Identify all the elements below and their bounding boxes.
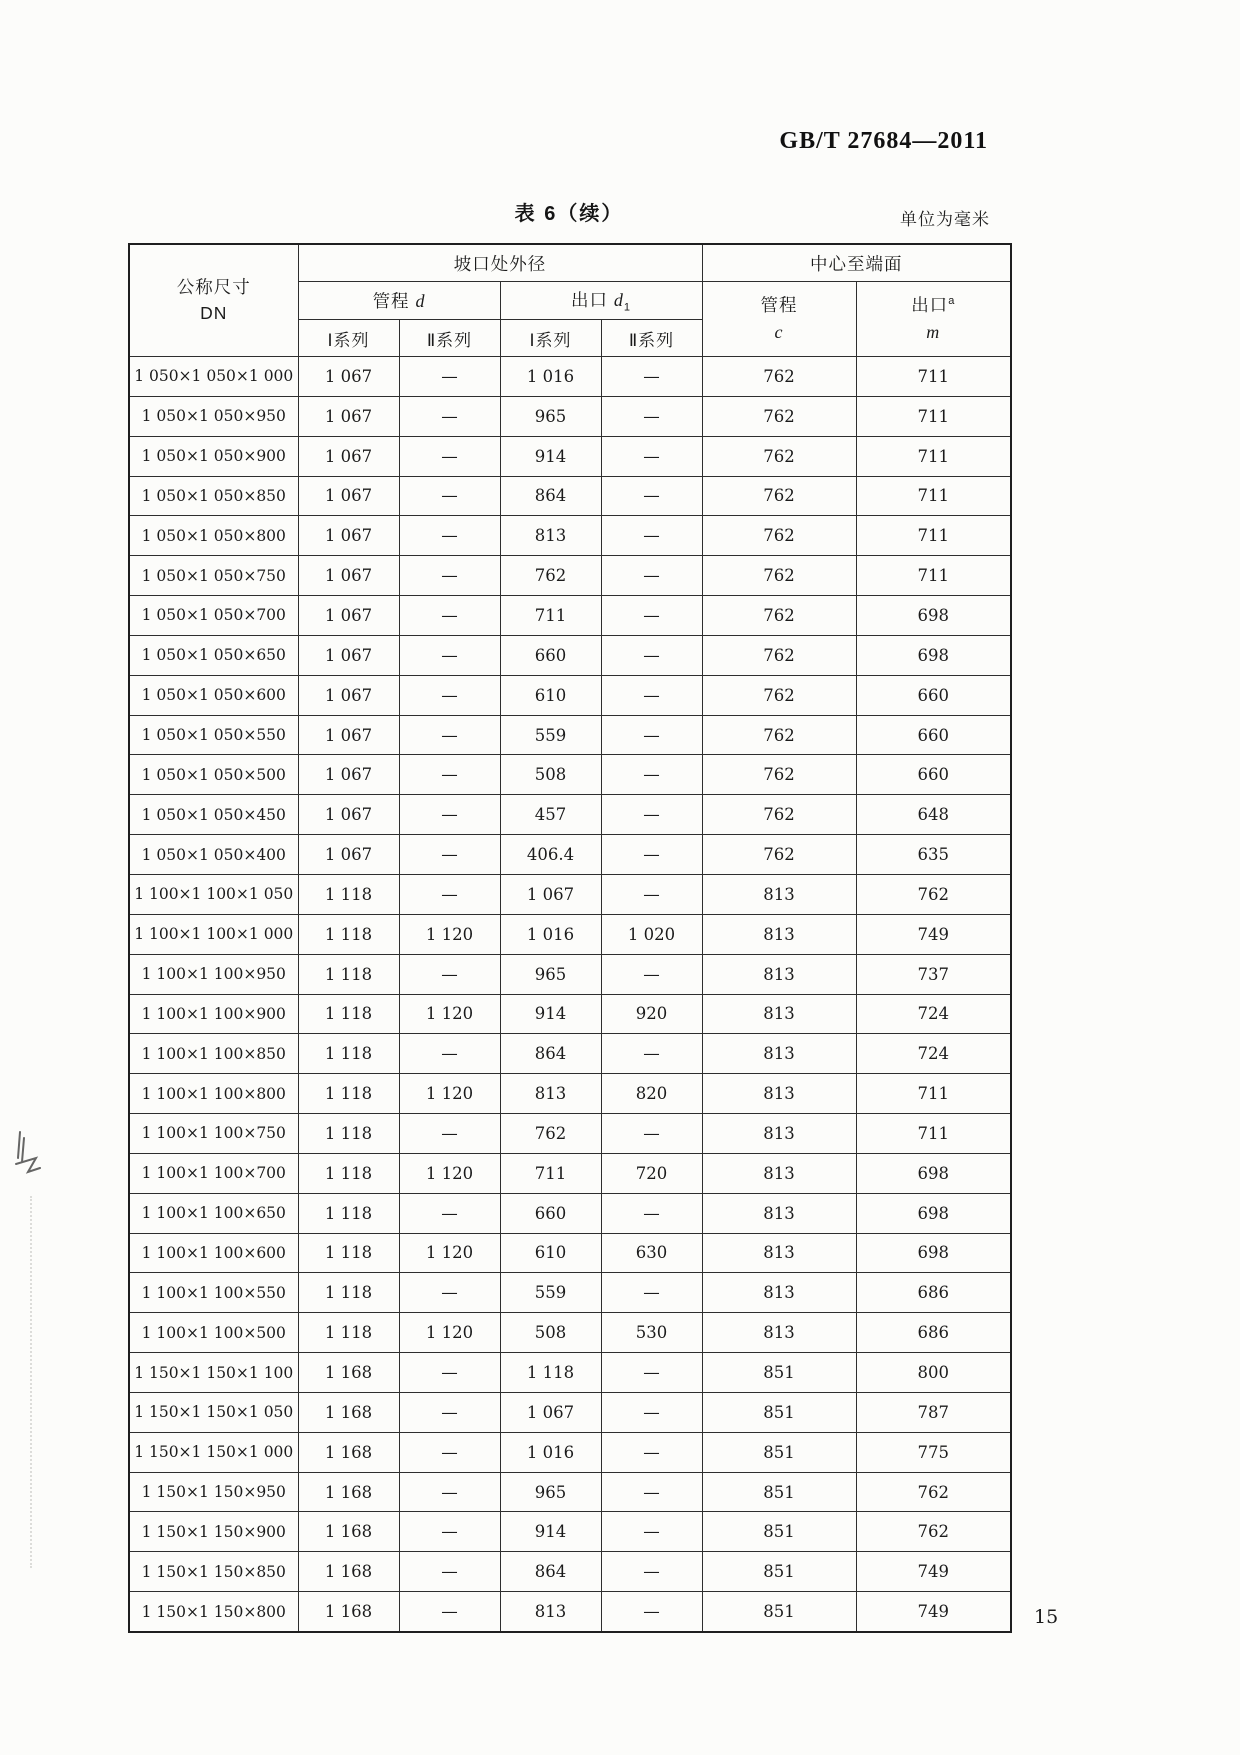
cell-tube-d-series2: — xyxy=(399,795,500,835)
cell-center-tube-c: 762 xyxy=(702,715,856,755)
cell-dn: 1 050×1 050×550 xyxy=(129,715,298,755)
cell-center-tube-c: 762 xyxy=(702,596,856,636)
cell-tube-d-series2: — xyxy=(399,1392,500,1432)
cell-center-outlet-m: 737 xyxy=(856,954,1011,994)
cell-tube-d-series1: 1 168 xyxy=(298,1392,399,1432)
cell-outlet-d1-series1: 864 xyxy=(500,476,601,516)
cell-outlet-d1-series1: 864 xyxy=(500,1552,601,1592)
table-row xyxy=(129,994,1011,1034)
cell-tube-d-series1: 1 067 xyxy=(298,516,399,556)
cell-outlet-d1-series2: 920 xyxy=(601,994,702,1034)
cell-tube-d-series1: 1 118 xyxy=(298,954,399,994)
cell-outlet-d1-series2: — xyxy=(601,954,702,994)
cell-tube-d-series1: 1 067 xyxy=(298,635,399,675)
cell-center-tube-c: 813 xyxy=(702,1074,856,1114)
cell-center-outlet-m: 711 xyxy=(856,1074,1011,1114)
table-row xyxy=(129,954,1011,994)
header-tube-d-series1: Ⅰ系列 xyxy=(298,320,399,357)
cell-outlet-d1-series1: 762 xyxy=(500,556,601,596)
table-row xyxy=(129,1512,1011,1552)
tube-label: 管程 xyxy=(372,291,410,311)
cell-center-outlet-m: 711 xyxy=(856,1114,1011,1154)
cell-dn: 1 100×1 100×750 xyxy=(129,1114,298,1154)
cell-outlet-d1-series2: — xyxy=(601,396,702,436)
cell-center-tube-c: 762 xyxy=(702,755,856,795)
cell-dn: 1 050×1 050×600 xyxy=(129,675,298,715)
cell-center-tube-c: 762 xyxy=(702,795,856,835)
cell-dn: 1 150×1 150×1 050 xyxy=(129,1392,298,1432)
center-outlet-m-variable: m xyxy=(926,321,941,342)
header-center-tube-c xyxy=(702,282,856,357)
cell-outlet-d1-series1: 1 016 xyxy=(500,1432,601,1472)
cell-center-tube-c: 762 xyxy=(702,476,856,516)
cell-outlet-d1-series1: 813 xyxy=(500,1074,601,1114)
cell-outlet-d1-series2: — xyxy=(601,436,702,476)
cell-center-tube-c: 813 xyxy=(702,1273,856,1313)
tube-d-variable: d xyxy=(415,291,426,311)
cell-tube-d-series2: — xyxy=(399,1592,500,1632)
table-row xyxy=(129,1432,1011,1472)
cell-center-outlet-m: 698 xyxy=(856,1233,1011,1273)
cell-dn: 1 050×1 050×800 xyxy=(129,516,298,556)
table-row xyxy=(129,1193,1011,1233)
cell-center-outlet-m: 749 xyxy=(856,1552,1011,1592)
cell-tube-d-series1: 1 118 xyxy=(298,1273,399,1313)
table-row xyxy=(129,1353,1011,1393)
page-number: 15 xyxy=(1034,1606,1059,1628)
cell-outlet-d1-series1: 610 xyxy=(500,1233,601,1273)
cell-tube-d-series2: — xyxy=(399,1273,500,1313)
table-row xyxy=(129,516,1011,556)
cell-dn: 1 050×1 050×700 xyxy=(129,596,298,636)
cell-center-tube-c: 813 xyxy=(702,1034,856,1074)
cell-dn: 1 100×1 100×1 000 xyxy=(129,914,298,954)
cell-dn: 1 100×1 100×650 xyxy=(129,1193,298,1233)
cell-tube-d-series2: 1 120 xyxy=(399,1313,500,1353)
table-row xyxy=(129,596,1011,636)
cell-outlet-d1-series1: 711 xyxy=(500,596,601,636)
cell-tube-d-series1: 1 067 xyxy=(298,755,399,795)
table-caption: 表 6（续） xyxy=(514,203,624,225)
cell-center-outlet-m: 698 xyxy=(856,1153,1011,1193)
header-tube-d-series2: Ⅱ系列 xyxy=(399,320,500,357)
cell-center-outlet-m: 711 xyxy=(856,556,1011,596)
cell-dn: 1 100×1 100×800 xyxy=(129,1074,298,1114)
cell-tube-d-series1: 1 168 xyxy=(298,1592,399,1632)
cell-outlet-d1-series2: — xyxy=(601,357,702,397)
cell-tube-d-series2: — xyxy=(399,954,500,994)
table-row xyxy=(129,795,1011,835)
cell-tube-d-series1: 1 118 xyxy=(298,874,399,914)
cell-tube-d-series1: 1 118 xyxy=(298,1114,399,1154)
cell-tube-d-series1: 1 067 xyxy=(298,596,399,636)
table-row xyxy=(129,396,1011,436)
cell-outlet-d1-series1: 813 xyxy=(500,1592,601,1632)
cell-center-tube-c: 762 xyxy=(702,675,856,715)
cell-outlet-d1-series1: 559 xyxy=(500,715,601,755)
cell-tube-d-series2: — xyxy=(399,835,500,875)
cell-outlet-d1-series2: — xyxy=(601,556,702,596)
cell-outlet-d1-series2: 820 xyxy=(601,1074,702,1114)
cell-dn: 1 150×1 150×950 xyxy=(129,1472,298,1512)
table-row xyxy=(129,1313,1011,1353)
cell-outlet-d1-series2: — xyxy=(601,635,702,675)
cell-outlet-d1-series1: 610 xyxy=(500,675,601,715)
cell-dn: 1 150×1 150×1 000 xyxy=(129,1432,298,1472)
cell-dn: 1 050×1 050×1 000 xyxy=(129,357,298,397)
cell-dn: 1 050×1 050×650 xyxy=(129,635,298,675)
table-row xyxy=(129,1392,1011,1432)
cell-center-outlet-m: 711 xyxy=(856,396,1011,436)
cell-center-outlet-m: 698 xyxy=(856,1193,1011,1233)
cell-tube-d-series1: 1 168 xyxy=(298,1472,399,1512)
table-row xyxy=(129,1273,1011,1313)
cell-tube-d-series2: — xyxy=(399,635,500,675)
cell-center-tube-c: 813 xyxy=(702,994,856,1034)
cell-dn: 1 150×1 150×800 xyxy=(129,1592,298,1632)
cell-tube-d-series2: — xyxy=(399,874,500,914)
cell-dn: 1 050×1 050×750 xyxy=(129,556,298,596)
table-row xyxy=(129,1552,1011,1592)
cell-dn: 1 150×1 150×900 xyxy=(129,1512,298,1552)
cell-tube-d-series1: 1 168 xyxy=(298,1432,399,1472)
cell-dn: 1 050×1 050×450 xyxy=(129,795,298,835)
cell-outlet-d1-series1: 711 xyxy=(500,1153,601,1193)
cell-tube-d-series2: — xyxy=(399,596,500,636)
cell-outlet-d1-series1: 864 xyxy=(500,1034,601,1074)
cell-center-tube-c: 813 xyxy=(702,1233,856,1273)
cell-outlet-d1-series1: 660 xyxy=(500,1193,601,1233)
cell-dn: 1 050×1 050×500 xyxy=(129,755,298,795)
table-row xyxy=(129,635,1011,675)
cell-tube-d-series2: — xyxy=(399,1432,500,1472)
cell-center-outlet-m: 762 xyxy=(856,874,1011,914)
standard-number: GB/T 27684—2011 xyxy=(779,128,988,154)
cell-tube-d-series2: — xyxy=(399,675,500,715)
cell-tube-d-series2: — xyxy=(399,1472,500,1512)
table-row xyxy=(129,755,1011,795)
cell-outlet-d1-series2: — xyxy=(601,1512,702,1552)
cell-outlet-d1-series1: 965 xyxy=(500,396,601,436)
header-outlet-d1-series1: Ⅰ系列 xyxy=(500,320,601,357)
cell-dn: 1 050×1 050×950 xyxy=(129,396,298,436)
cell-outlet-d1-series1: 762 xyxy=(500,1114,601,1154)
table-row xyxy=(129,436,1011,476)
table-row xyxy=(129,1592,1011,1632)
cell-center-tube-c: 762 xyxy=(702,436,856,476)
table-row xyxy=(129,1233,1011,1273)
cell-tube-d-series1: 1 067 xyxy=(298,556,399,596)
cell-tube-d-series2: — xyxy=(399,1512,500,1552)
cell-tube-d-series2: — xyxy=(399,1353,500,1393)
cell-outlet-d1-series2: — xyxy=(601,795,702,835)
cell-dn: 1 100×1 100×700 xyxy=(129,1153,298,1193)
cell-dn: 1 100×1 100×500 xyxy=(129,1313,298,1353)
cell-tube-d-series1: 1 168 xyxy=(298,1512,399,1552)
cell-outlet-d1-series1: 1 067 xyxy=(500,1392,601,1432)
cell-dn: 1 100×1 100×600 xyxy=(129,1233,298,1273)
cell-center-tube-c: 813 xyxy=(702,914,856,954)
cell-dn: 1 050×1 050×850 xyxy=(129,476,298,516)
cell-tube-d-series2: 1 120 xyxy=(399,914,500,954)
cell-tube-d-series2: — xyxy=(399,1552,500,1592)
cell-outlet-d1-series2: — xyxy=(601,755,702,795)
cell-outlet-d1-series1: 965 xyxy=(500,1472,601,1512)
cell-tube-d-series1: 1 067 xyxy=(298,715,399,755)
cell-center-tube-c: 813 xyxy=(702,1313,856,1353)
cell-tube-d-series1: 1 118 xyxy=(298,994,399,1034)
cell-center-tube-c: 851 xyxy=(702,1432,856,1472)
cell-tube-d-series2: — xyxy=(399,755,500,795)
cell-center-outlet-m: 711 xyxy=(856,516,1011,556)
cell-tube-d-series2: — xyxy=(399,516,500,556)
cell-outlet-d1-series1: 406.4 xyxy=(500,835,601,875)
table-row xyxy=(129,1074,1011,1114)
table-row xyxy=(129,1153,1011,1193)
cell-outlet-d1-series1: 965 xyxy=(500,954,601,994)
outlet-label: 出口 xyxy=(571,290,608,311)
cell-tube-d-series2: 1 120 xyxy=(399,1153,500,1193)
dimension-table xyxy=(128,243,1012,1633)
center-tube-label: 管程 xyxy=(760,295,798,316)
cell-center-tube-c: 762 xyxy=(702,516,856,556)
cell-tube-d-series2: — xyxy=(399,1193,500,1233)
cell-center-tube-c: 813 xyxy=(702,874,856,914)
cell-outlet-d1-series2: — xyxy=(601,1193,702,1233)
cell-dn: 1 100×1 100×1 050 xyxy=(129,874,298,914)
table-row xyxy=(129,1114,1011,1154)
cell-tube-d-series1: 1 118 xyxy=(298,914,399,954)
cell-tube-d-series2: — xyxy=(399,396,500,436)
header-dn-label: DN xyxy=(200,302,228,323)
cell-center-outlet-m: 800 xyxy=(856,1353,1011,1393)
header-nominal-size xyxy=(129,244,298,357)
cell-center-outlet-m: 762 xyxy=(856,1512,1011,1552)
table-row xyxy=(129,1034,1011,1074)
table-row xyxy=(129,556,1011,596)
cell-dn: 1 050×1 050×900 xyxy=(129,436,298,476)
cell-dn: 1 100×1 100×850 xyxy=(129,1034,298,1074)
cell-tube-d-series2: 1 120 xyxy=(399,1074,500,1114)
table-row xyxy=(129,675,1011,715)
cell-outlet-d1-series2: — xyxy=(601,1273,702,1313)
table-row xyxy=(129,914,1011,954)
cell-center-outlet-m: 660 xyxy=(856,715,1011,755)
cell-outlet-d1-series2: — xyxy=(601,1432,702,1472)
table-row xyxy=(129,835,1011,875)
cell-center-outlet-m: 711 xyxy=(856,436,1011,476)
cell-tube-d-series2: — xyxy=(399,357,500,397)
cell-outlet-d1-series1: 914 xyxy=(500,994,601,1034)
cell-center-outlet-m: 711 xyxy=(856,476,1011,516)
cell-center-outlet-m: 749 xyxy=(856,1592,1011,1632)
cell-outlet-d1-series1: 1 016 xyxy=(500,357,601,397)
header-group-bevel-od: 坡口处外径 xyxy=(298,244,702,282)
cell-outlet-d1-series2: — xyxy=(601,1392,702,1432)
cell-outlet-d1-series2: — xyxy=(601,835,702,875)
cell-outlet-d1-series2: 630 xyxy=(601,1233,702,1273)
margin-pen-mark xyxy=(10,1128,44,1186)
cell-outlet-d1-series2: — xyxy=(601,1472,702,1512)
cell-dn: 1 100×1 100×900 xyxy=(129,994,298,1034)
cell-outlet-d1-series2: — xyxy=(601,476,702,516)
cell-dn: 1 050×1 050×400 xyxy=(129,835,298,875)
cell-center-outlet-m: 775 xyxy=(856,1432,1011,1472)
cell-outlet-d1-series1: 457 xyxy=(500,795,601,835)
cell-tube-d-series1: 1 067 xyxy=(298,835,399,875)
table-row xyxy=(129,874,1011,914)
cell-center-tube-c: 851 xyxy=(702,1472,856,1512)
table-row xyxy=(129,476,1011,516)
cell-outlet-d1-series1: 660 xyxy=(500,635,601,675)
cell-center-outlet-m: 686 xyxy=(856,1273,1011,1313)
center-outlet-label: 出口 xyxy=(911,295,949,316)
cell-center-tube-c: 813 xyxy=(702,1114,856,1154)
cell-center-tube-c: 813 xyxy=(702,1153,856,1193)
cell-outlet-d1-series2: — xyxy=(601,1592,702,1632)
cell-center-outlet-m: 749 xyxy=(856,914,1011,954)
cell-outlet-d1-series1: 914 xyxy=(500,1512,601,1552)
cell-tube-d-series1: 1 067 xyxy=(298,436,399,476)
cell-tube-d-series2: — xyxy=(399,476,500,516)
center-tube-c-variable: c xyxy=(774,321,784,342)
cell-center-tube-c: 762 xyxy=(702,396,856,436)
cell-center-outlet-m: 724 xyxy=(856,1034,1011,1074)
header-tube-d xyxy=(298,282,500,320)
header-outlet-d1 xyxy=(500,282,702,320)
cell-tube-d-series1: 1 067 xyxy=(298,476,399,516)
cell-center-outlet-m: 686 xyxy=(856,1313,1011,1353)
table-row xyxy=(129,357,1011,397)
cell-dn: 1 100×1 100×950 xyxy=(129,954,298,994)
table-header xyxy=(129,244,1011,357)
cell-outlet-d1-series1: 559 xyxy=(500,1273,601,1313)
cell-dn: 1 150×1 150×850 xyxy=(129,1552,298,1592)
cell-center-tube-c: 851 xyxy=(702,1512,856,1552)
cell-outlet-d1-series2: — xyxy=(601,675,702,715)
cell-outlet-d1-series2: — xyxy=(601,516,702,556)
cell-tube-d-series2: — xyxy=(399,1034,500,1074)
cell-tube-d-series1: 1 118 xyxy=(298,1153,399,1193)
footnote-marker: a xyxy=(948,295,956,308)
header-group-center-to-face: 中心至端面 xyxy=(702,244,1011,282)
cell-center-outlet-m: 724 xyxy=(856,994,1011,1034)
table-row xyxy=(129,1472,1011,1512)
cell-tube-d-series2: 1 120 xyxy=(399,994,500,1034)
cell-outlet-d1-series1: 508 xyxy=(500,755,601,795)
header-center-outlet-m xyxy=(856,282,1011,357)
cell-dn: 1 150×1 150×1 100 xyxy=(129,1353,298,1393)
cell-center-outlet-m: 635 xyxy=(856,835,1011,875)
cell-center-tube-c: 762 xyxy=(702,357,856,397)
cell-center-tube-c: 813 xyxy=(702,954,856,994)
cell-tube-d-series1: 1 067 xyxy=(298,795,399,835)
cell-tube-d-series1: 1 067 xyxy=(298,396,399,436)
cell-center-tube-c: 851 xyxy=(702,1392,856,1432)
outlet-d1-subscript: 1 xyxy=(623,301,631,314)
cell-center-outlet-m: 762 xyxy=(856,1472,1011,1512)
cell-outlet-d1-series2: — xyxy=(601,1114,702,1154)
cell-center-outlet-m: 787 xyxy=(856,1392,1011,1432)
cell-tube-d-series1: 1 118 xyxy=(298,1233,399,1273)
cell-tube-d-series1: 1 168 xyxy=(298,1552,399,1592)
cell-center-tube-c: 851 xyxy=(702,1592,856,1632)
cell-center-outlet-m: 698 xyxy=(856,635,1011,675)
cell-dn: 1 100×1 100×550 xyxy=(129,1273,298,1313)
outlet-d1-variable: d xyxy=(613,290,624,311)
cell-outlet-d1-series2: — xyxy=(601,1552,702,1592)
cell-center-outlet-m: 660 xyxy=(856,675,1011,715)
cell-outlet-d1-series2: — xyxy=(601,596,702,636)
cell-center-tube-c: 762 xyxy=(702,635,856,675)
cell-outlet-d1-series2: 720 xyxy=(601,1153,702,1193)
cell-outlet-d1-series2: — xyxy=(601,1353,702,1393)
cell-outlet-d1-series1: 508 xyxy=(500,1313,601,1353)
header-nominal-size-label: 公称尺寸 xyxy=(176,277,251,298)
cell-outlet-d1-series2: — xyxy=(601,1034,702,1074)
cell-center-outlet-m: 648 xyxy=(856,795,1011,835)
cell-tube-d-series2: — xyxy=(399,556,500,596)
cell-tube-d-series1: 1 118 xyxy=(298,1313,399,1353)
cell-center-outlet-m: 711 xyxy=(856,357,1011,397)
cell-center-tube-c: 762 xyxy=(702,835,856,875)
cell-outlet-d1-series2: 530 xyxy=(601,1313,702,1353)
cell-outlet-d1-series1: 914 xyxy=(500,436,601,476)
cell-tube-d-series2: — xyxy=(399,1114,500,1154)
cell-outlet-d1-series2: — xyxy=(601,874,702,914)
cell-center-tube-c: 762 xyxy=(702,556,856,596)
cell-tube-d-series2: — xyxy=(399,715,500,755)
cell-center-outlet-m: 698 xyxy=(856,596,1011,636)
table-row xyxy=(129,715,1011,755)
cell-tube-d-series1: 1 118 xyxy=(298,1193,399,1233)
cell-tube-d-series1: 1 168 xyxy=(298,1353,399,1393)
margin-binding-artifact xyxy=(30,1196,32,1568)
cell-tube-d-series1: 1 118 xyxy=(298,1034,399,1074)
cell-center-tube-c: 813 xyxy=(702,1193,856,1233)
unit-note: 单位为毫米 xyxy=(900,210,990,229)
cell-outlet-d1-series2: 1 020 xyxy=(601,914,702,954)
cell-tube-d-series2: 1 120 xyxy=(399,1233,500,1273)
cell-tube-d-series1: 1 067 xyxy=(298,675,399,715)
cell-center-tube-c: 851 xyxy=(702,1552,856,1592)
cell-outlet-d1-series1: 1 016 xyxy=(500,914,601,954)
table-body xyxy=(129,357,1011,1633)
cell-outlet-d1-series1: 1 118 xyxy=(500,1353,601,1393)
cell-outlet-d1-series1: 1 067 xyxy=(500,874,601,914)
cell-outlet-d1-series1: 813 xyxy=(500,516,601,556)
cell-tube-d-series1: 1 067 xyxy=(298,357,399,397)
header-outlet-d1-series2: Ⅱ系列 xyxy=(601,320,702,357)
cell-center-outlet-m: 660 xyxy=(856,755,1011,795)
cell-tube-d-series1: 1 118 xyxy=(298,1074,399,1114)
cell-tube-d-series2: — xyxy=(399,436,500,476)
cell-center-tube-c: 851 xyxy=(702,1353,856,1393)
cell-outlet-d1-series2: — xyxy=(601,715,702,755)
